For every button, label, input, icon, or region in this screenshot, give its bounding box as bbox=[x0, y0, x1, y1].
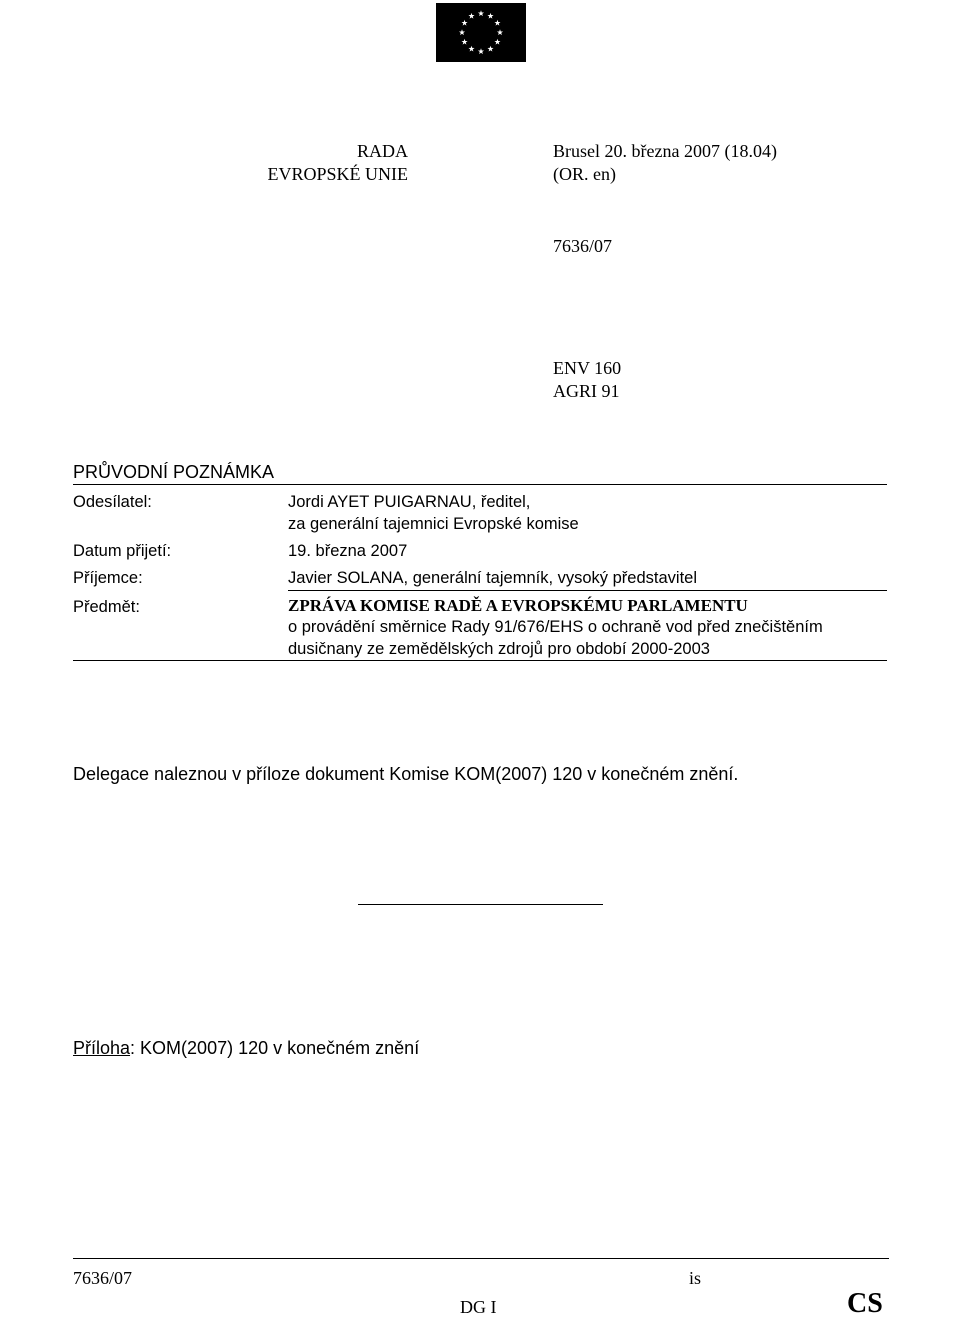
subject-line-2: o provádění směrnice Rady 91/676/EHS o ochraně vod před znečištěním bbox=[288, 618, 823, 636]
sender-line-2: za generální tajemnici Evropské komise bbox=[288, 515, 579, 533]
subject-line-1: ZPRÁVA KOMISE RADĚ A EVROPSKÉMU PARLAMENTU bbox=[288, 596, 748, 615]
star-icon bbox=[487, 13, 493, 19]
eu-flag-logo bbox=[436, 3, 526, 62]
body-text: Delegace naleznou v příloze dokument Komise KOM(2007) 120 v konečném znění. bbox=[73, 764, 739, 784]
sender-label: Odesílatel: bbox=[73, 493, 152, 511]
council-line-2: EVROPSKÉ UNIE bbox=[267, 164, 408, 184]
footer-language: CS bbox=[847, 1288, 883, 1319]
code-env: ENV 160 bbox=[553, 358, 622, 378]
recipient-value: Javier SOLANA, generální tajemník, vysoký představitel bbox=[288, 569, 698, 587]
subject-label: Předmět: bbox=[73, 598, 140, 616]
council-line-1: RADA bbox=[356, 141, 408, 161]
divider-line bbox=[288, 590, 887, 591]
received-value: 19. března 2007 bbox=[288, 542, 408, 560]
attachment-value: : KOM(2007) 120 v konečném znění bbox=[130, 1038, 420, 1058]
document-number: 7636/07 bbox=[553, 236, 613, 256]
star-icon bbox=[459, 29, 465, 35]
star-icon bbox=[494, 20, 500, 26]
star-icon bbox=[487, 46, 493, 52]
date-line-1: Brusel 20. března 2007 (18.04) bbox=[553, 141, 777, 161]
eu-stars-icon bbox=[436, 3, 526, 62]
recipient-label: Příjemce: bbox=[73, 569, 143, 587]
star-icon bbox=[462, 39, 468, 45]
footer-rule bbox=[73, 1258, 889, 1259]
star-icon bbox=[478, 10, 484, 16]
star-icon bbox=[497, 29, 503, 35]
sender-line-1: Jordi AYET PUIGARNAU, ředitel, bbox=[288, 493, 531, 511]
star-icon bbox=[468, 46, 474, 52]
code-agri: AGRI 91 bbox=[553, 381, 620, 401]
star-icon bbox=[478, 48, 484, 54]
attachment-label: Příloha bbox=[73, 1038, 131, 1058]
star-icon bbox=[494, 39, 500, 45]
footer-dg: DG I bbox=[460, 1297, 497, 1317]
date-line-2: (OR. en) bbox=[553, 164, 616, 184]
date-block bbox=[553, 140, 777, 186]
received-label: Datum přijetí: bbox=[73, 542, 172, 560]
attachment-line bbox=[73, 1037, 419, 1059]
divider-line bbox=[73, 484, 887, 485]
subject-line-3: dusičnany ze zemědělských zdrojů pro období 2000-2003 bbox=[288, 640, 710, 658]
council-name bbox=[240, 140, 408, 186]
classification-codes bbox=[553, 357, 621, 403]
star-icon bbox=[462, 20, 468, 26]
footer-initials: is bbox=[689, 1268, 702, 1288]
note-title: PRŮVODNÍ POZNÁMKA bbox=[73, 462, 275, 482]
footer-doc-number: 7636/07 bbox=[73, 1268, 133, 1288]
divider-line bbox=[73, 660, 887, 661]
end-rule bbox=[358, 904, 603, 905]
star-icon bbox=[468, 13, 474, 19]
